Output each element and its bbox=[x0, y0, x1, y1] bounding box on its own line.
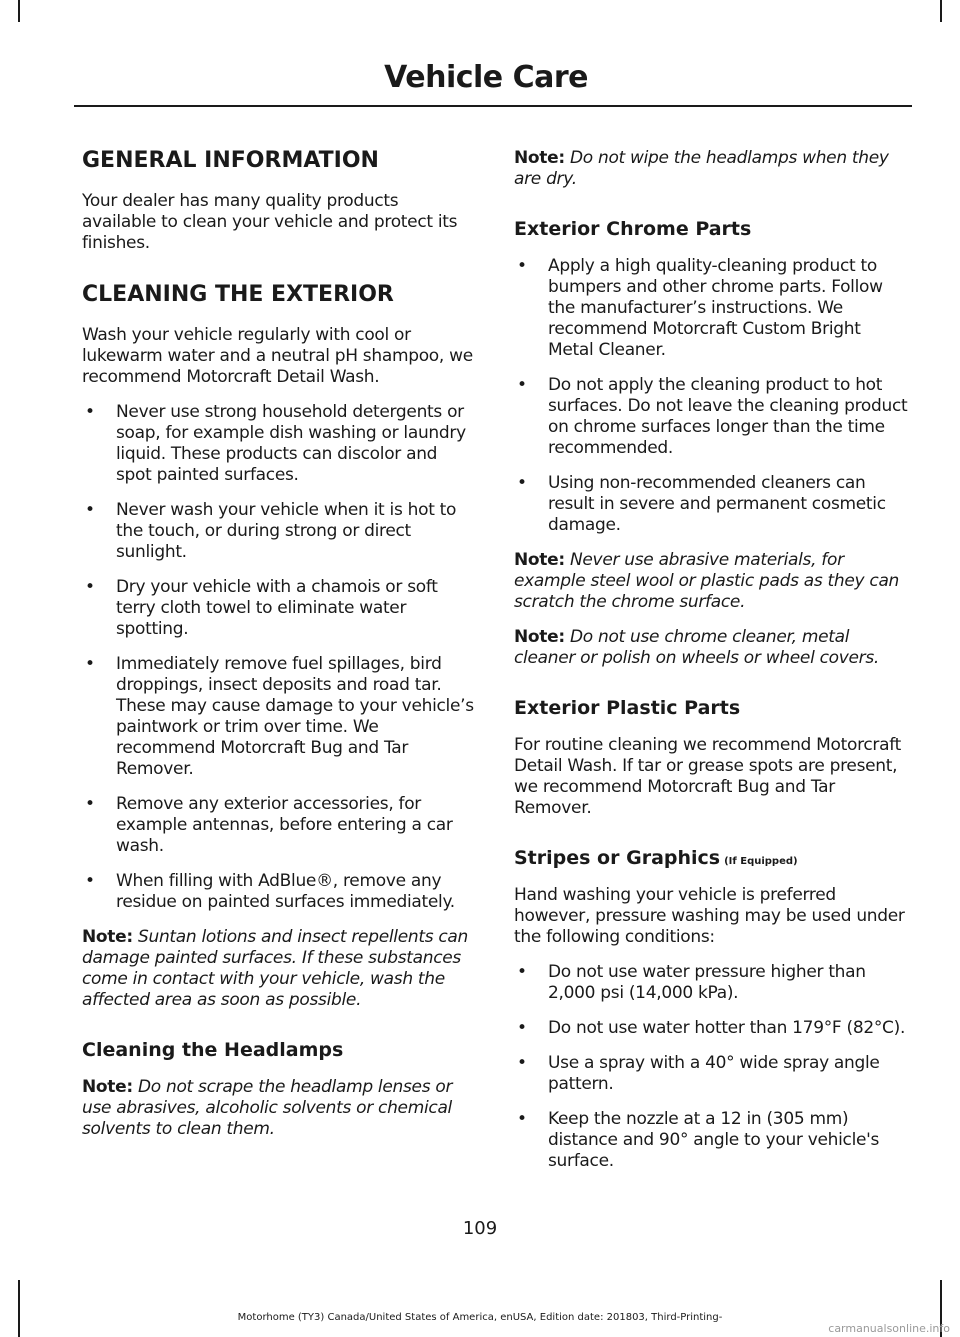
list-item bbox=[514, 1018, 909, 1039]
list-item-text: Never wash your vehicle when it is hot to the touch, or during strong or direct sunlight. bbox=[116, 500, 457, 562]
exterior-plastic-heading: Exterior Plastic Parts bbox=[514, 697, 741, 719]
note-label: Note: bbox=[514, 627, 565, 647]
watermark: carmanualsonline.info bbox=[828, 1322, 950, 1335]
list-item bbox=[514, 962, 909, 1004]
stripes-text: Hand washing your vehicle is preferred however, pressure washing may be used under the following conditions: bbox=[514, 885, 905, 947]
bullet: • bbox=[517, 256, 527, 276]
footer-edition-info: Motorhome (TY3) Canada/United States of America, enUSA, Edition date: 201803, Third-Printing- bbox=[237, 1312, 723, 1323]
note-text: Do not wipe the headlamps when they are dry. bbox=[514, 148, 889, 189]
list-item bbox=[82, 871, 477, 913]
bullet: • bbox=[85, 794, 95, 814]
list-item bbox=[82, 402, 477, 486]
note-text: Do not scrape the headlamp lenses or use abrasives, alcoholic solvents or chemical solvents to clean them. bbox=[82, 1077, 453, 1139]
list-item-text: Apply a high quality-cleaning product to bumpers and other chrome parts. Follow the manufacturer’s instructions. We recommend Motorcraft Custom Bright Metal Cleaner. bbox=[548, 256, 883, 360]
stripes-heading-text: Stripes or Graphics bbox=[514, 847, 721, 869]
list-item-text: Do not use water hotter than 179°F (82°C). bbox=[548, 1018, 906, 1038]
general-information-text: Your dealer has many quality products available to clean your vehicle and protect its finishes. bbox=[82, 191, 458, 253]
note-suntan bbox=[82, 927, 477, 1011]
list-item bbox=[82, 794, 477, 857]
list-item bbox=[514, 256, 909, 361]
stripes-graphics-heading bbox=[514, 847, 909, 869]
exterior-plastic-text: For routine cleaning we recommend Motorcraft Detail Wash. If tar or grease spots are present, we recommend Motorcraft Bug and Tar Remover. bbox=[514, 735, 901, 818]
note-label: Note: bbox=[82, 1077, 133, 1097]
list-item bbox=[514, 375, 909, 459]
bullet: • bbox=[85, 654, 95, 674]
list-item bbox=[82, 577, 477, 640]
bullet: • bbox=[85, 871, 95, 891]
note-text: Suntan lotions and insect repellents can damage painted surfaces. If these substances come in contact with your vehicle, wash the affected area as soon as possible. bbox=[82, 927, 468, 1010]
chrome-bullet-list bbox=[514, 256, 909, 536]
note-text: Never use abrasive materials, for example steel wool or plastic pads as they can scratch the chrome surface. bbox=[514, 550, 900, 612]
bullet: • bbox=[517, 962, 527, 982]
note-label: Note: bbox=[514, 148, 565, 168]
crop-mark-top-right bbox=[940, 0, 942, 22]
bullet: • bbox=[85, 577, 95, 597]
if-equipped-label: (If Equipped) bbox=[724, 856, 798, 867]
cleaning-exterior-text: Wash your vehicle regularly with cool or lukewarm water and a neutral pH shampoo, we recommend Motorcraft Detail Wash. bbox=[82, 325, 473, 387]
list-item-text: Remove any exterior accessories, for example antennas, before entering a car wash. bbox=[116, 794, 453, 856]
list-item bbox=[514, 1109, 909, 1172]
list-item bbox=[82, 500, 477, 563]
note-wipe bbox=[514, 148, 909, 190]
list-item-text: Use a spray with a 40° wide spray angle pattern. bbox=[548, 1053, 880, 1094]
list-item-text: When filling with AdBlue®, remove any residue on painted surfaces immediately. bbox=[116, 871, 455, 912]
list-item bbox=[514, 473, 909, 536]
note-headlamps bbox=[82, 1077, 477, 1140]
list-item-text: Dry your vehicle with a chamois or soft terry cloth towel to eliminate water spotting. bbox=[116, 577, 438, 639]
bullet: • bbox=[517, 1109, 527, 1129]
cleaning-exterior-heading: CLEANING THE EXTERIOR bbox=[82, 282, 394, 307]
cleaning-headlamps-heading: Cleaning the Headlamps bbox=[82, 1039, 344, 1061]
list-item-text: Keep the nozzle at a 12 in (305 mm) distance and 90° angle to your vehicle's surface. bbox=[548, 1109, 880, 1171]
right-column bbox=[514, 148, 909, 1186]
exterior-chrome-heading: Exterior Chrome Parts bbox=[514, 218, 752, 240]
note-chrome bbox=[514, 627, 909, 669]
list-item bbox=[514, 1053, 909, 1095]
general-information-heading: GENERAL INFORMATION bbox=[82, 148, 379, 173]
bullet: • bbox=[517, 473, 527, 493]
list-item-text: Do not use water pressure higher than 2,000 psi (14,000 kPa). bbox=[548, 962, 866, 1003]
note-abrasive bbox=[514, 550, 909, 613]
list-item-text: Never use strong household detergents or soap, for example dish washing or laundry liquid. These products can discolor and spot painted surfaces. bbox=[116, 402, 466, 485]
list-item-text: Do not apply the cleaning product to hot surfaces. Do not leave the cleaning product on chrome surfaces longer than the time recommended. bbox=[548, 375, 908, 458]
bullet: • bbox=[517, 1018, 527, 1038]
list-item-text: Using non-recommended cleaners can result in severe and permanent cosmetic damage. bbox=[548, 473, 886, 535]
stripes-bullet-list bbox=[514, 962, 909, 1172]
note-label: Note: bbox=[514, 550, 565, 570]
crop-mark-top-left bbox=[18, 0, 20, 22]
bullet: • bbox=[517, 1053, 527, 1073]
section-title: Vehicle Care bbox=[384, 60, 588, 95]
crop-mark-bottom-left bbox=[18, 1280, 20, 1337]
page-number: 109 bbox=[462, 1218, 498, 1239]
exterior-bullet-list bbox=[82, 402, 477, 913]
header-divider bbox=[74, 105, 912, 107]
note-label: Note: bbox=[82, 927, 133, 947]
bullet: • bbox=[85, 500, 95, 520]
note-text: Do not use chrome cleaner, metal cleaner or polish on wheels or wheel covers. bbox=[514, 627, 880, 668]
bullet: • bbox=[517, 375, 527, 395]
list-item bbox=[82, 654, 477, 780]
list-item-text: Immediately remove fuel spillages, bird droppings, insect deposits and road tar. These may cause damage to your vehicle’s paintwork or trim over time. We recommend Motorcraft Bug and Tar Remover. bbox=[116, 654, 474, 779]
bullet: • bbox=[85, 402, 95, 422]
left-column bbox=[82, 148, 477, 1154]
